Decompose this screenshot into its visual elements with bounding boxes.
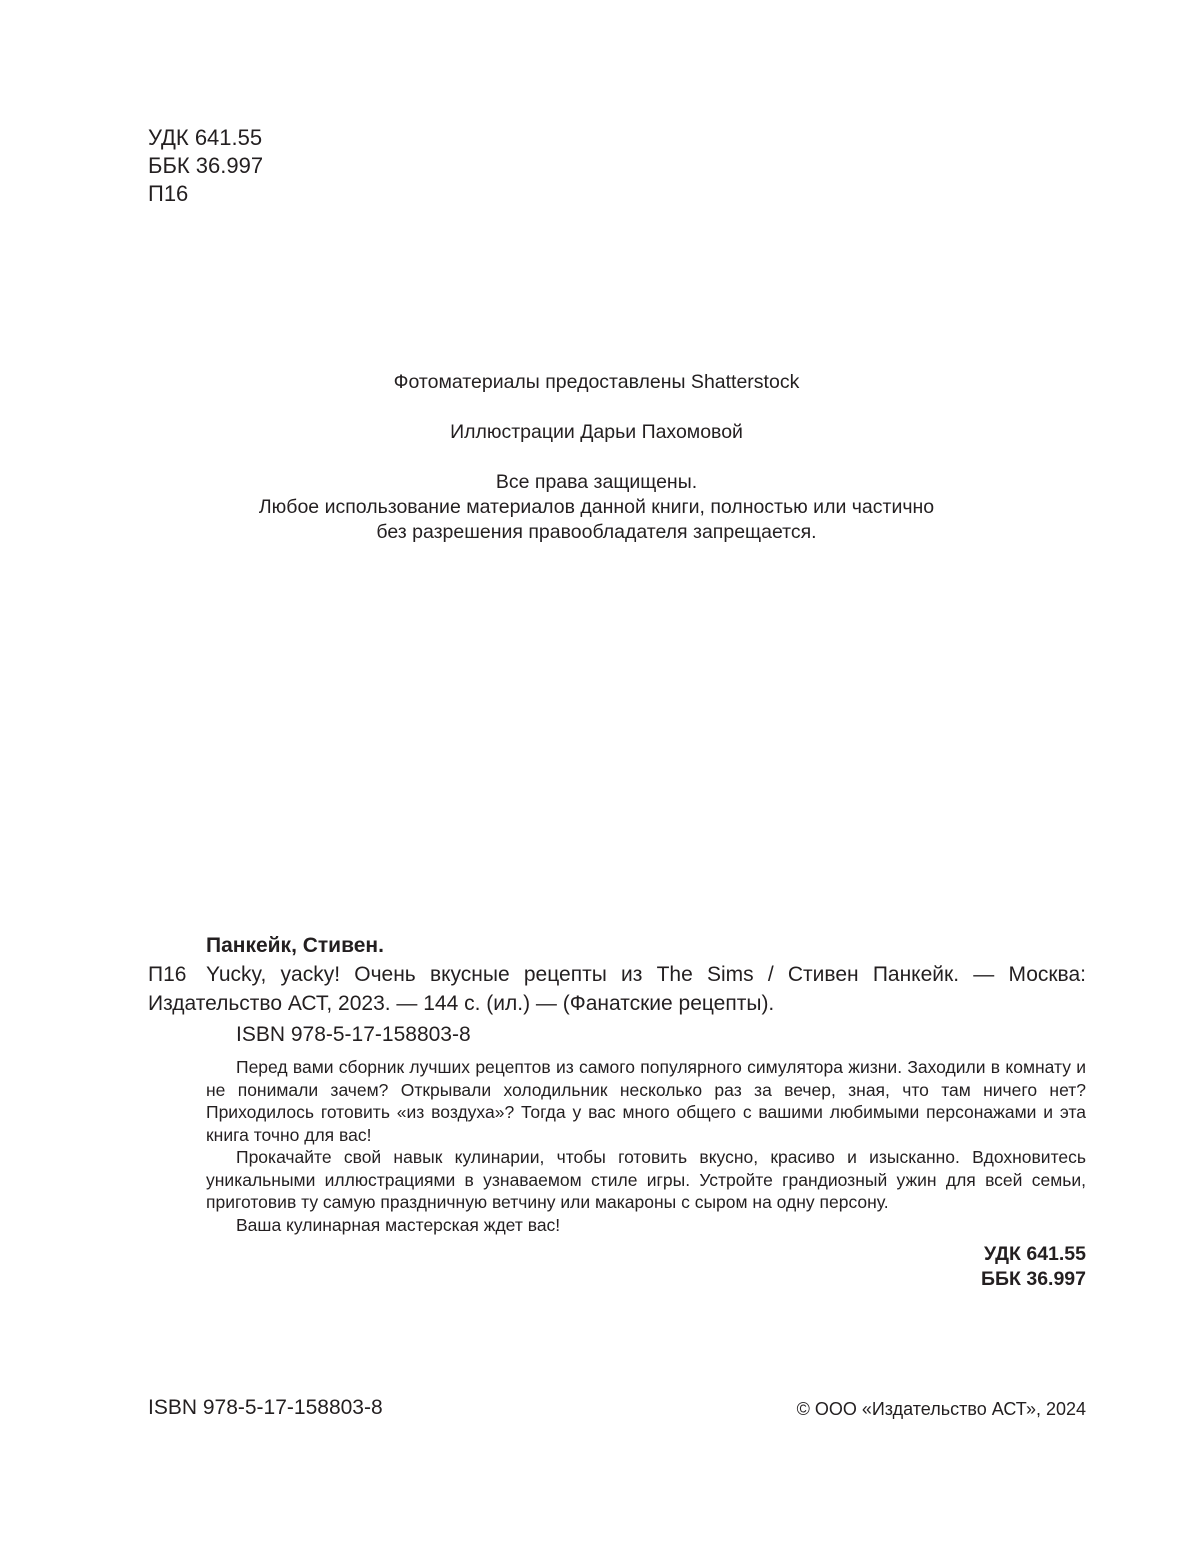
rights-notice-line-2: Любое использование материалов данной книги, полностью или частично <box>258 496 935 518</box>
author-name: Панкейк, Стивен. <box>206 934 384 957</box>
rights-notice-line-3: без разрешения правообладателя запрещается. <box>376 521 817 543</box>
annotation-paragraph-1: Перед вами сборник лучших рецептов из самого популярного симулятора жизни. Заходили в комнату и не понимали зачем? Открывали холодильник несколько раз за вечер, зная, что там ничего нет? Приходилось готовить «из воздуха»? Тогда у вас много общего с вашими любимыми персонажами и эта книга точно для вас! <box>206 1057 1086 1145</box>
entry-isbn: ISBN 978-5-17-158803-8 <box>236 1023 471 1046</box>
bbk-code: ББК 36.997 <box>148 153 264 178</box>
record-udk: УДК 641.55 <box>984 1243 1086 1265</box>
catalog-entry <box>148 960 1086 1018</box>
rights-notice-line-1: Все права защищены. <box>495 471 698 493</box>
photo-credit: Фотоматериалы предоставлены Shatterstock <box>393 371 800 393</box>
author-mark: П16 <box>148 181 189 206</box>
annotation-paragraph-3: Ваша кулинарная мастерская ждет вас! <box>236 1214 561 1235</box>
entry-description: Yucky, yacky! Очень вкусные рецепты из The Sims / Стивен Панкейк. — Москва: Издательство АСТ, 2023. — 144 с. (ил.) — (Фанатские рецепты). <box>148 963 1086 1015</box>
copyright-notice: © ООО «Издательство АСТ», 2024 <box>796 1399 1086 1419</box>
illustration-credit: Иллюстрации Дарьи Пахомовой <box>450 421 743 443</box>
credits-block <box>0 370 1193 545</box>
annotation <box>206 1056 1086 1236</box>
classification-codes <box>148 124 263 208</box>
annotation-paragraph-2: Прокачайте свой навык кулинарии, чтобы готовить вкусно, красиво и изысканно. Вдохновитесь уникальными иллюстрациями в узнаваемом стиле игры. Устройте грандиозный ужин для всей семьи, приготовив ту самую праздничную ветчину или макароны с сыром на одну персону. <box>206 1147 1086 1212</box>
footer-isbn: ISBN 978-5-17-158803-8 <box>148 1396 383 1419</box>
record-classification <box>148 1242 1086 1292</box>
udk-code: УДК 641.55 <box>148 125 263 150</box>
record-bbk: ББК 36.997 <box>981 1268 1086 1290</box>
entry-author-mark: П16 <box>148 963 187 986</box>
bibliographic-record <box>148 932 1086 1292</box>
